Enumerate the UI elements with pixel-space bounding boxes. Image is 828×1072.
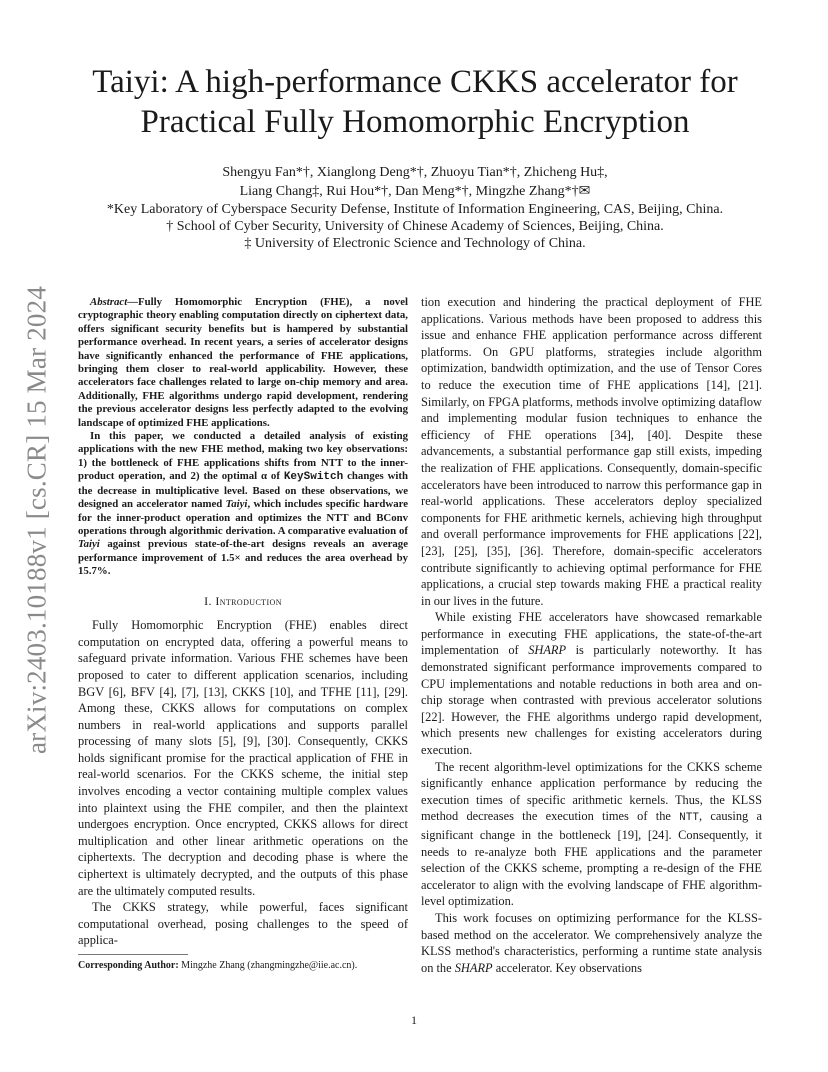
section-title: Introduction <box>215 593 282 608</box>
abstract-paragraph-2: In this paper, we conducted a detailed analysis of existing applications with the new FHE method, making two key observations: 1) the bottleneck of FHE applications shifts from NTT to the inner-product operation, and 2) the optimal α of <box>78 430 408 483</box>
affiliation-3: ‡ University of Electronic Science and Technology of China. <box>244 236 586 251</box>
keyswitch-term: KeySwitch <box>283 471 344 484</box>
body-text: While existing FHE accelerators have showcased remarkable performance in executing FHE applications, the state-of-the-art implementation of <box>421 610 762 658</box>
author-line-2: Liang Chang‡, Rui Hou*†, Dan Meng*†, Mingzhe Zhang*†✉ <box>239 184 591 199</box>
body-text: The recent algorithm-level optimizations for the CKKS scheme significantly enhance application performance by reducing the execution times of specific arithmetic kernels. Thus, the KLSS method decreases the execution times of the <box>421 759 762 824</box>
taiyi-term: Taiyi <box>78 538 100 551</box>
intro-paragraph-2: The CKKS strategy, while powerful, faces significant computational overhead, posing challenges to the speed of applica- <box>78 900 408 948</box>
footnote-divider <box>78 954 188 955</box>
section-heading <box>78 593 408 610</box>
abstract <box>78 296 408 579</box>
taiyi-term: Taiyi <box>225 498 248 511</box>
right-paragraph-4 <box>421 910 762 976</box>
intro-paragraph-1: Fully Homomorphic Encryption (FHE) enables direct computation on encrypted data, offering a powerful means to safeguard private information. Various FHE schemes have been proposed to cater to different application scenarios, including BGV [6], BFV [4], [7], [13], CKKS [10], and TFHE [11], [29]. Among these, CKKS allows for computations on complex numbers in real-world applications and supports parallel processing of many slots [5], [9], [30]. Consequently, CKKS holds significant promise for the practical application of FHE in real-world scenarios. For the CKKS scheme, the initial step involves encoding a vector containing multiple complex values into plaintext using the FHE compiler, and then the plaintext undergoes encryption. Once encrypted, CKKS allows for direct multiplication and other linear arithmetic operations on the ciphertexts. The decryption and decoding phase is where the ciphertext is ultimately decrypted, and the outputs of this phase are the ultimately computed results. <box>78 618 408 898</box>
abstract-paragraph-1: —Fully Homomorphic Encryption (FHE), a novel cryptographic theory enabling computation directly on ciphertext data, offers significant security benefits but is hampered by substantial performance overhead. In recent years, a series of accelerator designs have significantly enhanced the performance of FHE applications, bringing them closer to real-world applicability. However, these accelerators face challenges related to large on-chip memory and area. Additionally, FHE algorithms undergo rapid development, rendering the previous accelerator designs less perfectly adapted to the evolving landscape of optimized FHE applications. <box>78 296 408 429</box>
body-text: , causing a significant change in the bottleneck [19], [24]. Consequently, it needs to re-analyze both FHE applications and the parameter selection of the CKKS scheme, prompting a re-design of the FHE accelerator to align with the evolving landscape of FHE algorithm-level optimization. <box>421 809 762 909</box>
section-number: I. <box>204 593 212 608</box>
author-line-1: Shengyu Fan*†, Xianglong Deng*†, Zhuoyu Tian*†, Zhicheng Hu‡, <box>222 165 608 180</box>
affiliation-1: *Key Laboratory of Cyberspace Security Defense, Institute of Information Engineering, CAS, Beijing, China. <box>106 202 724 217</box>
arxiv-identifier: arXiv:2403.10188v1 [cs.CR] 15 Mar 2024 <box>21 285 52 755</box>
corresponding-author-footnote <box>78 960 357 971</box>
footnote-text: Mingzhe Zhang (zhangmingzhe@iie.ac.cn). <box>178 960 358 971</box>
body-text: is particularly noteworthy. It has demonstrated significant performance improvements compared to CPU implementations and notable reductions in both area and on-chip storage when contrasted with previous accelerator solutions [22]. However, the FHE algorithms undergo rapid development, which presents new challenges for existing accelerators during execution. <box>421 643 762 758</box>
sharp-term: SHARP <box>454 960 493 975</box>
body-text: This work focuses on optimizing performance for the KLSS-based method on the accelerator. We comprehensively analyze the KLSS method's characteristics, performing a runtime state analysis on the <box>421 910 762 975</box>
footnote-label: Corresponding Author: <box>78 960 179 971</box>
left-column <box>78 296 408 949</box>
arxiv-sidebar-stamp <box>22 280 52 760</box>
abstract-text: against previous state-of-the-art designs reveals an average performance improvement of 1.5× and reduces the area overhead by 15.7%. <box>78 538 408 578</box>
right-paragraph-1: tion execution and hindering the practical deployment of FHE applications. Various methods have been proposed to address this issue and enhance FHE application performance across different platforms. On GPU platforms, strategies include algorithm optimization, bandwidth optimization, and the use of Tensor Cores to reduce the execution time of FHE applications [14], [21]. Similarly, on FPGA platforms, methods involve optimizing dataflow and implementing modular fusion techniques to enhance the efficiency of FHE operations [34], [40]. Despite these advancements, a substantial performance gap still exists, impeding the realization of FHE applications. Consequently, domain-specific accelerators have been introduced to narrow this performance gap in real-world applications. These accelerators deploy specialized components for FHE arithmetic kernels, achieving high throughput and overall performance improvements for FHE applications [22], [23], [25], [35], [36]. Therefore, domain-specific accelerators contribute significantly to achieving optimal performance for FHE applications, a crucial step towards making FHE a practical reality in our lives in the future. <box>421 295 762 608</box>
paper-title <box>60 62 770 142</box>
title-line-1: Taiyi: A high-performance CKKS accelerator for <box>92 64 738 100</box>
right-paragraph-2 <box>421 609 762 758</box>
right-paragraph-3 <box>421 759 762 910</box>
ntt-term: NTT <box>679 812 699 825</box>
abstract-label: Abstract <box>90 296 128 308</box>
right-column <box>421 294 762 976</box>
sharp-term: SHARP <box>528 643 567 658</box>
affiliation-2: † School of Cyber Security, University of Chinese Academy of Sciences, Beijing, China. <box>166 219 664 234</box>
abstract-text: , which includes specific hardware for the inner-product operation and optimizes the NTT and BConv operations through algorithmic derivation. A comparative evaluation of <box>78 498 408 537</box>
page-number: 1 <box>411 1013 417 1027</box>
abstract-text: changes with the decrease in multiplicative level. Based on these observations, we designed an accelerator named <box>78 470 409 511</box>
title-line-2: Practical Fully Homomorphic Encryption <box>140 104 690 140</box>
body-text: accelerator. Key observations <box>492 960 642 975</box>
